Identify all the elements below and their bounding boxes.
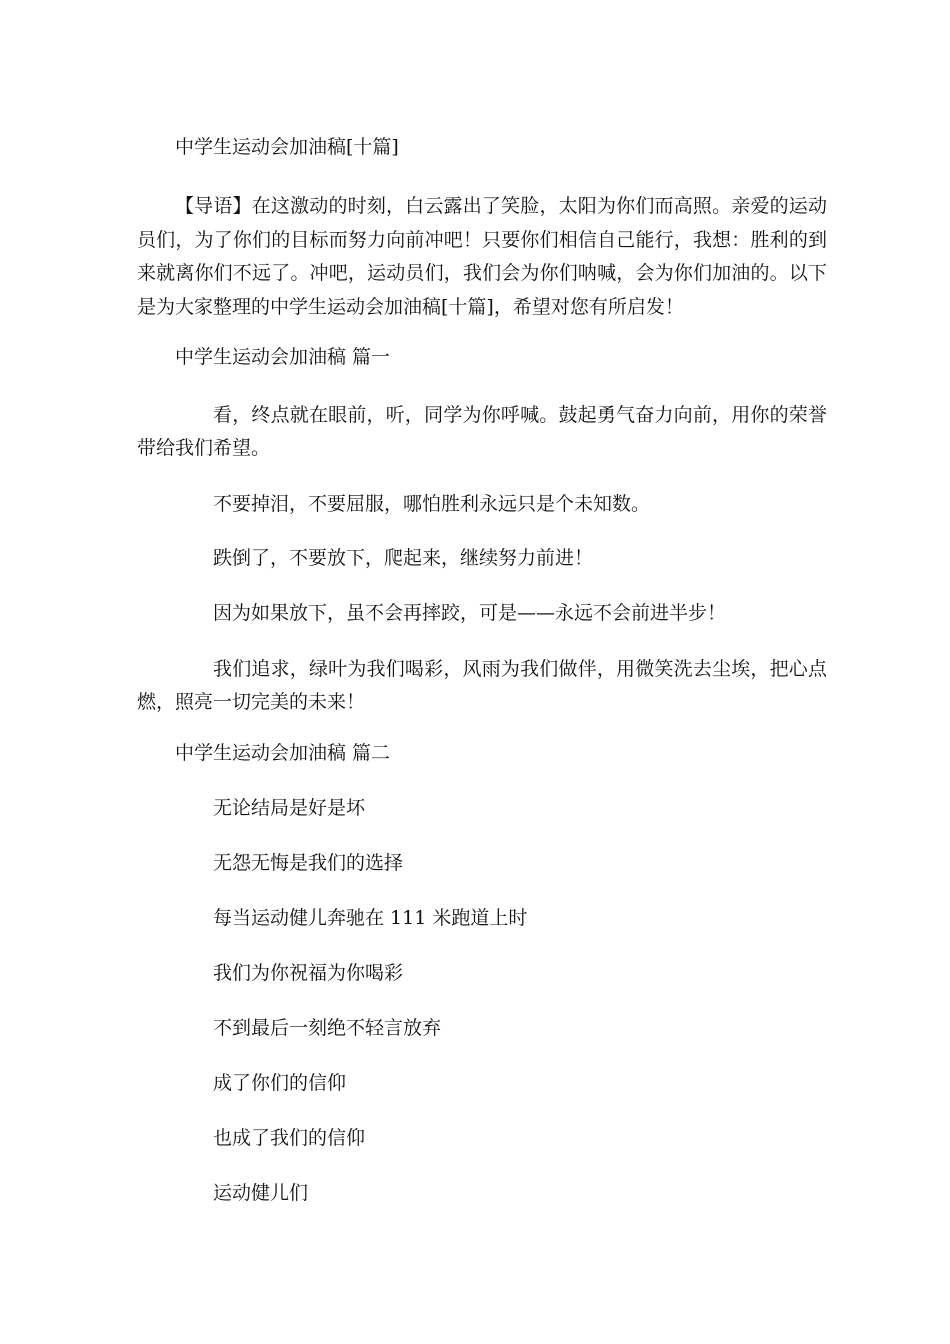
paragraph: 不要掉泪，不要屈服，哪怕胜利永远只是个未知数。	[213, 493, 651, 515]
paragraph: 看，终点就在眼前，听，同学为你呼喊。鼓起勇气奋力向前，用你的荣誉带给我们希望。	[137, 404, 827, 459]
verse-line: 不到最后一刻绝不轻言放弃	[213, 1017, 442, 1039]
document-title: 中学生运动会加油稿[十篇]	[175, 136, 399, 158]
section-heading-2: 中学生运动会加油稿 篇二	[175, 742, 391, 764]
verse-line: 无怨无悔是我们的选择	[213, 852, 404, 874]
verse-line: 成了你们的信仰	[213, 1072, 347, 1094]
verse-line: 也成了我们的信仰	[213, 1127, 366, 1149]
verse-line: 无论结局是好是坏	[213, 797, 366, 819]
verse-line: 我们为你祝福为你喝彩	[213, 962, 404, 984]
verse-line: 运动健儿们	[213, 1182, 309, 1204]
verse-line: 每当运动健儿奔驰在 111 米跑道上时	[213, 907, 528, 929]
paragraph: 跌倒了，不要放下，爬起来，继续努力前进！	[213, 547, 594, 569]
section-heading-1: 中学生运动会加油稿 篇一	[175, 346, 391, 368]
paragraph: 我们追求，绿叶为我们喝彩，风雨为我们做伴，用微笑洗去尘埃，把心点燃，照亮一切完美的未来！	[137, 658, 827, 713]
paragraph: 因为如果放下，虽不会再摔跤，可是——永远不会前进半步！	[213, 602, 727, 624]
intro-paragraph: 【导语】在这激动的时刻，白云露出了笑脸，太阳为你们而高照。亲爱的运动员们，为了你们的目标而努力向前冲吧！只要你们相信自己能行，我想：胜利的到来就离你们不远了。冲吧，运动员们，我们会为你们呐喊，会为你们加油的。以下是为大家整理的中学生运动会加油稿[十篇]，希望对您有所启发！	[137, 195, 827, 318]
